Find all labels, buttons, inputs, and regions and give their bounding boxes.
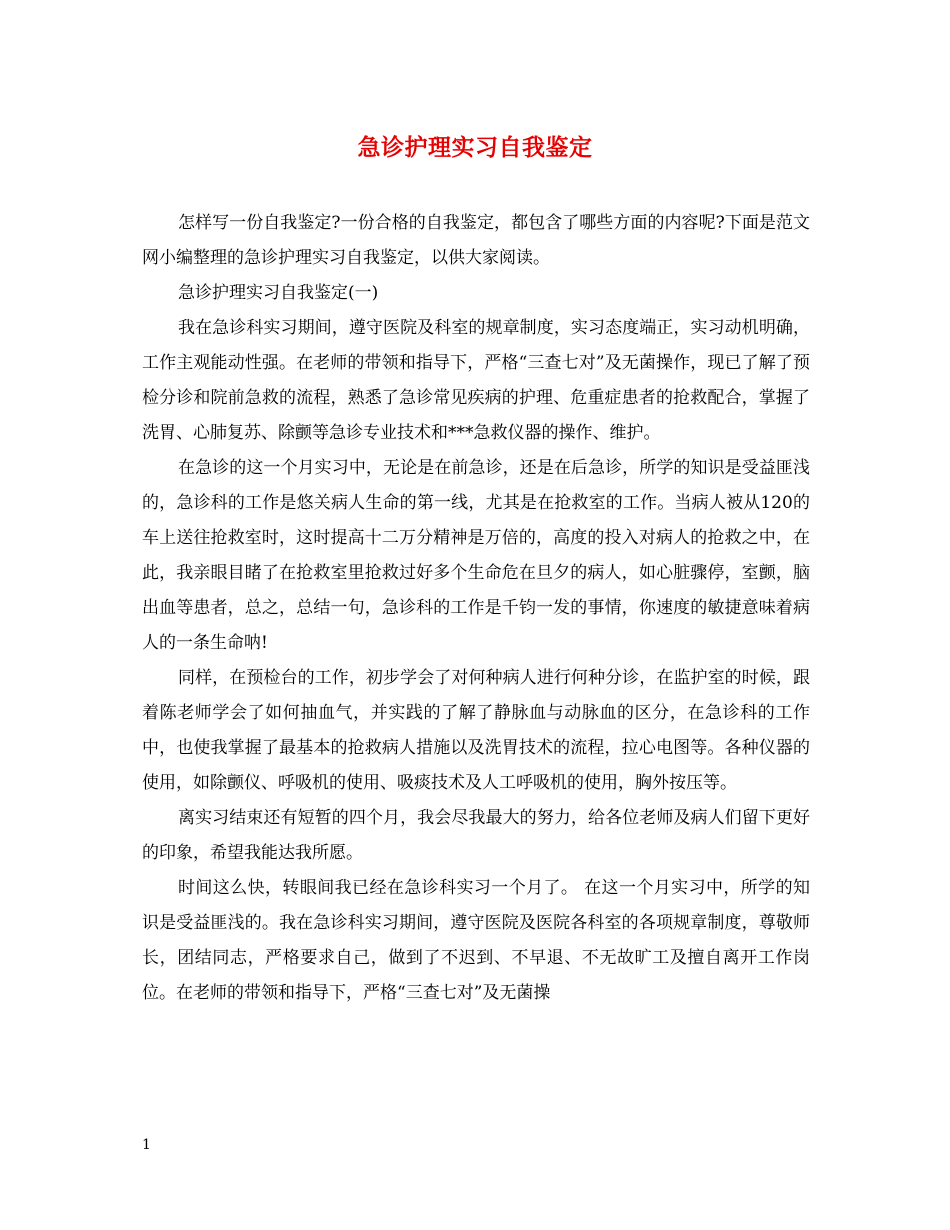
- document-body: [142, 206, 810, 1011]
- document-title: 急诊护理实习自我鉴定: [357, 134, 593, 161]
- body-paragraph: 在急诊的这一个月实习中，无论是在前急诊，还是在后急诊，所学的知识是受益匪浅的，急诊科的工作是悠关病人生命的第一线，尤其是在抢救室的工作。当病人被从120的车上送往抢救室时，这时提高十二万分精神是万倍的，高度的投入对病人的抢救之中，在此，我亲眼目睹了在抢救室里抢救过好多个生命危在旦夕的病人，如心脏骤停，室颤，脑出血等患者，总之，总结一句，急诊科的工作是千钧一发的事情，你速度的敏捷意味着病人的一条生命呐!: [142, 458, 810, 653]
- body-paragraph: 我在急诊科实习期间，遵守医院及科室的规章制度，实习态度端正，实习动机明确，工作主观能动性强。在老师的带领和指导下，严格“三查七对”及无菌操作，现已了解了预检分诊和院前急救的流程，熟悉了急诊常见疾病的护理、危重症患者的抢救配合，掌握了洗胃、心肺复苏、除颤等急诊专业技术和***急救仪器的操作、维护。: [142, 318, 810, 443]
- section-heading: 急诊护理实习自我鉴定(一): [178, 283, 379, 303]
- body-paragraph: 同样，在预检台的工作，初步学会了对何种病人进行何种分诊，在监护室的时候，跟着陈老师学会了如何抽血气，并实践的了解了静脉血与动脉血的区分，在急诊科的工作中，也使我掌握了最基本的抢救病人措施以及洗胃技术的流程，拉心电图等。各种仪器的使用，如除颤仪、呼吸机的使用、吸痰技术及人工呼吸机的使用，胸外按压等。: [142, 668, 810, 793]
- body-paragraph: 离实习结束还有短暂的四个月，我会尽我最大的努力，给各位老师及病人们留下更好的印象，希望我能达我所愿。: [142, 808, 810, 863]
- body-paragraph: 时间这么快，转眼间我已经在急诊科实习一个月了。 在这一个月实习中，所学的知识是受益匪浅的。我在急诊科实习期间，遵守医院及医院各科室的各项规章制度，尊敬师长，团结同志，严格要求自己，做到了不迟到、不早退、不无故旷工及擅自离开工作岗位。在老师的带领和指导下，严格“三查七对”及无菌操: [142, 878, 810, 1003]
- intro-paragraph: 怎样写一份自我鉴定?一份合格的自我鉴定，都包含了哪些方面的内容呢?下面是范文网小编整理的急诊护理实习自我鉴定，以供大家阅读。: [142, 213, 810, 268]
- page-number: 1: [142, 1137, 151, 1153]
